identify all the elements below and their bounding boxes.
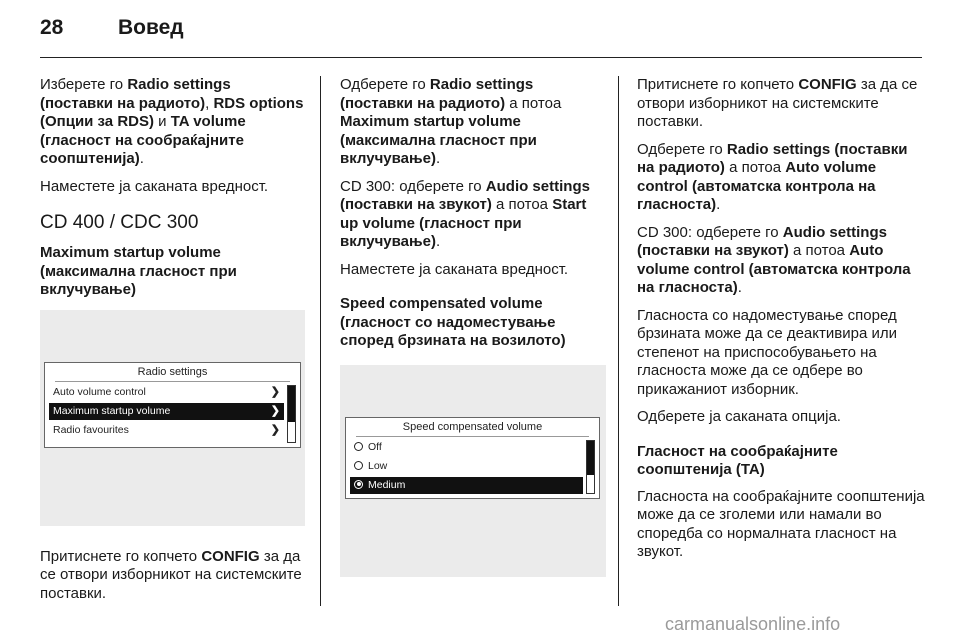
bold-text: CONFIG xyxy=(798,76,857,93)
scrollbar-thumb[interactable] xyxy=(288,386,295,422)
radio-button-icon xyxy=(354,461,363,470)
column-2 xyxy=(340,76,606,577)
chevron-right-icon: ❯ xyxy=(270,385,280,398)
chevron-right-icon: ❯ xyxy=(270,404,280,417)
paragraph xyxy=(340,178,606,252)
bold-text: Audio settings (поставки на звукот) xyxy=(340,177,590,213)
option-off[interactable] xyxy=(350,439,583,456)
display-screen xyxy=(345,417,600,499)
bold-text: CONFIG xyxy=(201,547,260,565)
option-label: Low xyxy=(368,459,388,472)
scrollbar[interactable] xyxy=(287,385,296,443)
bold-text: Radio settings (поставки на радиото) xyxy=(340,76,534,112)
scrollbar-thumb[interactable] xyxy=(587,441,594,475)
header-divider xyxy=(40,57,922,58)
display-screen xyxy=(44,362,301,448)
text: , xyxy=(205,94,214,112)
bold-text: Radio settings (поставки на радиото) xyxy=(637,140,908,176)
text: CD 300: одберете го xyxy=(340,177,486,195)
text: Одберете го xyxy=(340,76,430,93)
menu-item-label: Radio favourites xyxy=(53,423,129,436)
text: CD 300: одберете го xyxy=(637,223,783,241)
column-divider xyxy=(320,76,321,606)
text: . xyxy=(435,233,441,250)
text: за да се отвори изборникот на системските поставки. xyxy=(40,547,302,602)
option-low[interactable] xyxy=(350,458,583,475)
column-divider xyxy=(618,76,619,606)
paragraph: Наместете ја саканата вредност. xyxy=(340,260,569,278)
screen-title: Radio settings xyxy=(55,363,290,382)
text: . xyxy=(716,196,721,213)
text: Изберете го xyxy=(40,76,128,93)
section-heading: CD 400 / CDC 300 xyxy=(40,212,199,233)
page-header xyxy=(0,0,960,58)
bold-text: RDS options (Опции за RDS) xyxy=(40,94,304,130)
text: Притиснете го копчето xyxy=(637,76,799,93)
text: а потоа xyxy=(491,196,553,213)
menu-item-auto-volume-control[interactable] xyxy=(49,384,284,401)
bold-text: Audio settings (поставки на звукот) xyxy=(637,223,887,259)
text: за да се отвори изборникот на системските поставки. xyxy=(637,76,918,130)
text: а потоа xyxy=(788,242,850,259)
menu-item-radio-favourites[interactable] xyxy=(49,422,284,439)
text: и xyxy=(154,113,171,130)
text: Одберете го xyxy=(637,140,727,158)
menu-item-label: Auto volume control xyxy=(53,385,146,398)
column-1 xyxy=(40,76,306,612)
page-number: 28 xyxy=(40,16,64,39)
text: а потоа xyxy=(505,94,562,112)
option-label: Medium xyxy=(368,478,406,491)
text: . xyxy=(435,150,441,167)
paragraph xyxy=(637,224,927,298)
option-medium[interactable] xyxy=(350,477,583,494)
paragraph xyxy=(40,76,306,169)
paragraph xyxy=(637,76,927,132)
text: . xyxy=(139,150,144,167)
radio-button-icon xyxy=(354,442,363,451)
column-3 xyxy=(637,76,927,571)
bold-text: Radio settings (поставки на радиото) xyxy=(40,76,231,112)
radio-button-selected-icon xyxy=(354,480,363,489)
subsection-heading: Maximum startup volume (максимална гласност при вклучување) xyxy=(40,244,237,298)
page-title: Вовед xyxy=(118,16,184,39)
screenshot-speed-compensated-volume xyxy=(340,365,606,577)
screenshot-radio-settings xyxy=(40,310,305,526)
bold-text: Auto volume control (автоматска контрола на гласноста) xyxy=(637,159,877,213)
text: а потоа xyxy=(724,159,786,176)
menu-item-maximum-startup-volume[interactable] xyxy=(49,403,284,420)
scrollbar[interactable] xyxy=(586,440,595,494)
text: . xyxy=(737,279,742,296)
paragraph: Гласноста со надоместување според брзината може да се деактивира или степенот на приспособувањето на гласноста може да се одбере во прикажаниот изборник. xyxy=(637,306,897,398)
paragraph: Гласноста на сообраќајните соопштенија може да се зголеми или намали во споредба со нормалната гласност на звукот. xyxy=(637,487,925,560)
option-label: Off xyxy=(368,440,382,453)
bold-text: Maximum startup volume (максимална гласност при вклучување) xyxy=(340,113,537,167)
paragraph xyxy=(637,141,927,215)
screen-title: Speed compensated volume xyxy=(356,418,589,437)
paragraph: Одберете ја саканата опција. xyxy=(637,408,841,425)
text: Притиснете го копчето xyxy=(40,547,202,565)
bold-text: TA volume (гласност на сообраќајните соопштенија) xyxy=(40,113,246,167)
menu-item-label: Maximum startup volume xyxy=(53,404,171,417)
paragraph xyxy=(340,76,606,169)
paragraph: Наместете ја саканата вредност. xyxy=(40,177,269,195)
watermark: carmanualsonline.info xyxy=(665,614,841,634)
subsection-heading: Гласност на сообраќајните соопштенија (TA) xyxy=(637,442,838,478)
subsection-heading: Speed compensated volume (гласност со надоместување според брзината на возилото) xyxy=(340,295,566,349)
bold-text: Auto volume control (автоматска контрола на гласноста) xyxy=(637,242,911,296)
paragraph xyxy=(40,548,306,604)
bold-text: Start up volume (гласност при вклучување) xyxy=(340,196,587,250)
chevron-right-icon: ❯ xyxy=(270,423,280,436)
